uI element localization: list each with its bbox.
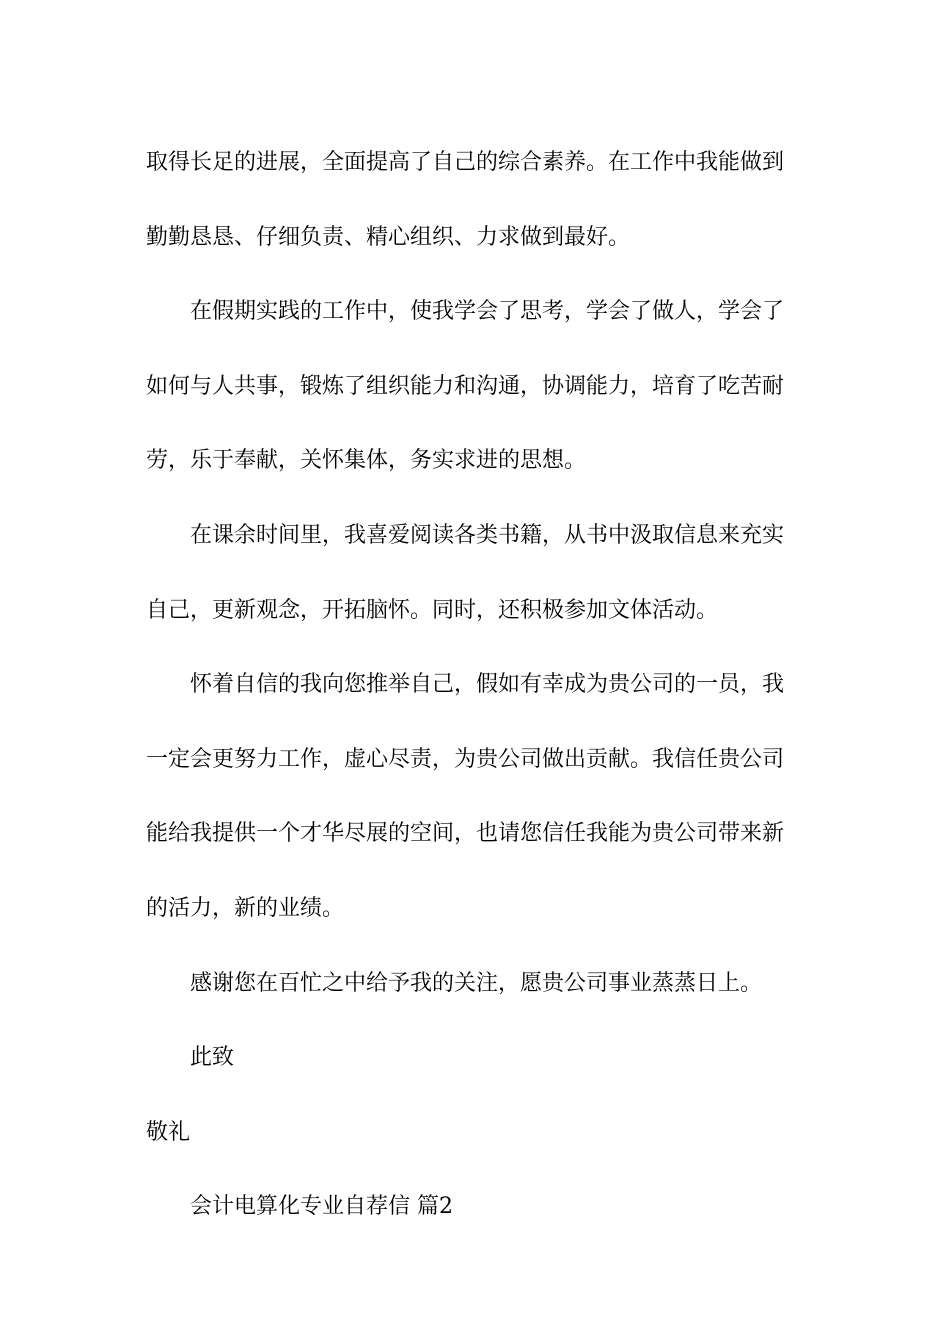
text-line: 一定会更努力工作，虚心尽责，为贵公司做出贡献。我信任贵公司	[146, 746, 785, 772]
paragraph-reading	[146, 499, 806, 648]
section-heading	[146, 1170, 806, 1245]
document-body	[146, 126, 806, 1245]
paragraph-continuation	[146, 126, 806, 275]
paragraph-practice	[146, 275, 806, 499]
text-line: 如何与人共事，锻炼了组织能力和沟通，协调能力，培育了吃苦耐	[146, 373, 785, 399]
text-line: 取得长足的进展，全面提高了自己的综合素养。在工作中我能做到	[146, 150, 785, 175]
paragraph-thanks	[146, 947, 806, 1022]
text-line: 在假期实践的工作中，使我学会了思考，学会了做人，学会了	[190, 299, 785, 325]
text-line: 敬礼	[146, 1119, 191, 1145]
closing-salutation	[146, 1021, 806, 1096]
text-line: 在课余时间里，我喜爱阅读各类书籍，从书中汲取信息来充实	[190, 522, 785, 548]
closing-regards	[146, 1096, 806, 1171]
paragraph-recommendation	[146, 648, 806, 946]
text-line: 能给我提供一个才华尽展的空间，也请您信任我能为贵公司带来新	[146, 821, 785, 847]
text-line: 勤勤恳恳、仔细负责、精心组织、力求做到最好。	[146, 224, 631, 250]
text-line: 怀着自信的我向您推举自己，假如有幸成为贵公司的一员，我	[190, 672, 785, 698]
text-line: 的活力，新的业绩。	[146, 895, 345, 921]
text-line: 会计电算化专业自荐信 篇2	[190, 1194, 453, 1220]
text-line: 感谢您在百忙之中给予我的关注，愿贵公司事业蒸蒸日上。	[190, 970, 763, 996]
text-line: 劳，乐于奉献，关怀集体，务实求进的思想。	[146, 448, 587, 474]
text-line: 自己，更新观念，开拓脑怀。同时，还积极参加文体活动。	[146, 597, 719, 623]
text-line: 此致	[190, 1045, 235, 1071]
